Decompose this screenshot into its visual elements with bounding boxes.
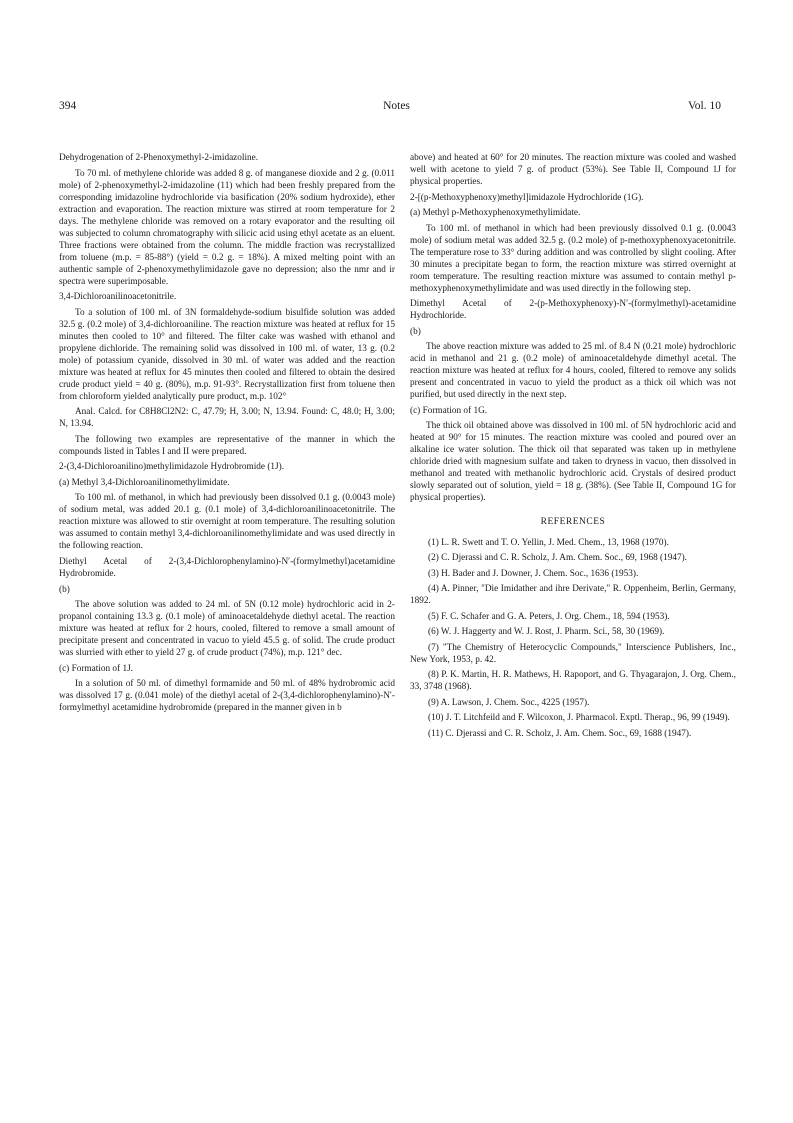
body-paragraph: In a solution of 50 ml. of dimethyl formamide and 50 ml. of 48% hydrobromic acid was dissolved 17 g. (0.041 mole) of the diethyl acetal of 2-(3,4-dichlorophenylamino)-N′-formylmethyl acetamidine hydrobromide (prepared in the manner given in b (59, 679, 395, 714)
reference-item: (2) C. Djerassi and C. R. Scholz, J. Am. Chem. Soc., 69, 1968 (1947). (428, 553, 687, 564)
reference-item: (1) L. R. Swett and T. O. Yellin, J. Med. Chem., 13, 1968 (1970). (428, 537, 669, 548)
left-column (59, 152, 395, 718)
volume-label: Vol. 10 (687, 100, 721, 112)
section-heading: (a) Methyl 3,4-Dichloroanilinomethylimidate. (59, 477, 230, 488)
section-heading: Dimethyl Acetal of 2-(p-Methoxyphenoxy)-N′-(formylmethyl)-acetamidine Hydrochloride. (410, 299, 736, 322)
section-heading: 2-(3,4-Dichloroanilino)methylimidazole Hydrobromide (1J). (59, 462, 285, 473)
references-list (410, 537, 736, 740)
body-paragraph: above) and heated at 60° for 20 minutes. The reaction mixture was cooled and washed well with acetone to yield 7 g. of product (53%). See Table II, Compound 1J for physical properties. (410, 153, 736, 188)
body-paragraph: Anal. Calcd. for C8H8Cl2N2: C, 47.79; H, 3.00; N, 13.94. Found: C, 48.0; H, 3.00; N, 13.94. (59, 407, 395, 430)
reference-item: (8) P. K. Martin, H. R. Mathews, H. Rapoport, and G. Thyagarajon, J. Org. Chem., 33, 3748 (1968). (410, 670, 736, 693)
reference-item: (9) A. Lawson, J. Chem. Soc., 4225 (1957). (428, 697, 590, 708)
section-heading: (c) Formation of 1G. (410, 405, 488, 416)
references-title: REFERENCES (540, 517, 606, 528)
body-paragraph: To a solution of 100 ml. of 3N formaldehyde-sodium bisulfide solution was added 32.5 g. (0.2 mole) of 3,4-dichloroaniline. The reaction mixture was heated at reflux for 15 minutes then cooled to 10° and filtered. The filter cake was washed with ethanol and propylene dichloride. The remaining solid was dissolved in 100 ml. of water, 13 g. (0.2 mole) of potassium cyanide, dissolved in 30 ml. of water was added and the reaction mixture was heated at reflux for 45 minutes then cooled and filtered to obtain the desired crude product yield = 40 g. (80%), m.p. 91-93°. Recrystallization first from toluene then from chloroform yielded analytically pure product, m.p. 102° (59, 307, 395, 402)
section-heading: Dehydrogenation of 2-Phenoxymethyl-2-imidazoline. (59, 153, 259, 163)
reference-item: (10) J. T. Litchfeild and F. Wilcoxon, J. Pharmacol. Exptl. Therap., 96, 99 (1949). (428, 713, 730, 724)
reference-item: (11) C. Djerassi and C. R. Scholz, J. Am. Chem. Soc., 69, 1688 (1947). (428, 728, 692, 739)
body-paragraph: The thick oil obtained above was dissolved in 100 ml. of 5N hydrochloric acid and heated at 90° for 15 minutes. The reaction mixture was cooled and poured over an alkaline ice water solution. The thick oil that separated was taken up in methylene chloride dried with magnesium sulfate and taken to dryness in vacuo, then dissolved in methanol and treated with methanolic hydrochloric acid. Crystals of desired product slowly separated out of solution, yield = 18 g. (38%). (See Table II, Compound 1G for physical properties). (410, 421, 736, 504)
reference-item: (6) W. J. Haggerty and W. J. Rost, J. Pharm. Sci., 58, 30 (1969). (428, 627, 665, 638)
running-head: Notes (383, 100, 410, 112)
reference-item: (3) H. Bader and J. Downer, J. Chem. Soc., 1636 (1953). (428, 568, 639, 579)
reference-item: (5) F. C. Schafer and G. A. Peters, J. Org. Chem., 18, 594 (1953). (428, 611, 670, 622)
section-heading: 3,4-Dichloroanilinoacetonitrile. (59, 292, 177, 303)
page-number: 394 (59, 100, 77, 112)
section-heading: 2-[(p-Methoxyphenoxy)methyl]imidazole Hydrochloride (1G). (410, 192, 644, 203)
body-paragraph: To 70 ml. of methylene chloride was added 8 g. of manganese dioxide and 2 g. (0.011 mole) of 2-phenoxymethyl-2-imidazoline (11) which had been freshly prepared from the corresponding imidazoline hydrochloride via basification (20% sodium hydroxide), ether extraction and evaporation. The reaction mixture was stirred at room temperature for 2 days. The methylene chloride was removed on a rotary evaporator and the resulting oil was subjected to column chromatography with silicic acid using ethyl acetate as an eluent. Three fractions were obtained from the column. The middle fraction was recrystallized from toluene (m.p. = 85-88°) (yield = 0.2 g. = 18%). A mixed melting point with an authentic sample of 2-phenoxymethylimidazole gave no depression; also the nmr and ir spectra were superimposable. (59, 168, 395, 287)
section-heading: (b) (410, 326, 421, 337)
body-paragraph: The above reaction mixture was added to 25 ml. of 8.4 N (0.21 mole) hydrochloric acid in methanol and 21 g. (0.2 mole) of aminoacetaldehyde dimethyl acetal. The reaction mixture was heated at reflux for 4 hours, cooled, filtered to remove any solids present and concentrated in vacuo to yield the product as a thick oil which was not purified, but used directly in the next step. (410, 342, 736, 401)
right-column-body (410, 152, 736, 504)
body-paragraph: The following two examples are representative of the manner in which the compounds listed in Tables I and II were prepared. (59, 434, 395, 457)
section-heading: (c) Formation of 1J. (59, 663, 133, 674)
reference-item: (4) A. Pinner, "Die Imidather and ihre Derivate," R. Oppenheim, Berlin, Germany, 1892. (410, 584, 736, 607)
body-paragraph: To 100 ml. of methanol in which had been previously dissolved 0.1 g. (0.0043 mole) of sodium metal was added 32.5 g. (0.2 mole) of p-methoxyphenoxyacetonitrile. The temperature rose to 33° during addition and was controlled by slight cooling. After 30 minutes a precipitate began to form, the reaction mixture was stirred overnight at room temperature. The resulting reaction mixture was assumed to contain methyl p-methoxyphenoxymethylimidate and was used directly in the following step. (410, 223, 736, 294)
section-heading: (b) (59, 584, 70, 595)
body-paragraph: To 100 ml. of methanol, in which had previously been dissolved 0.1 g. (0.0043 mole) of sodium metal, was added 20.1 g. (0.1 mole) of 3,4-dichloroanilinoacetonitrile. The reaction mixture was allowed to stir overnight at room temperature. The resulting solution was assumed to contain methyl 3,4-dichloroanilinomethylimidate and was used directly in the following reaction. (59, 493, 395, 552)
right-column (410, 152, 736, 743)
section-heading: (a) Methyl p-Methoxyphenoxymethylimidate. (410, 208, 581, 219)
body-paragraph: The above solution was added to 24 ml. of 5N (0.12 mole) hydrochloric acid in 2-propanol containing 13.3 g. (0.1 mole) of aminoacetaldehyde diethyl acetal. The reaction mixture was heated at reflux for 2 hours, cooled, filtered to remove a small amount of precipitate present and concentrated in vacuo to yield 45.5 g. of solid. The crude product was slurried with ether to yield 27 g. of crude product (74%), m.p. 121° dec. (59, 600, 395, 659)
reference-item: (7) "The Chemistry of Heterocyclic Compounds," Interscience Publishers, Inc., New York, 1953, p. 42. (410, 642, 736, 665)
section-heading: Diethyl Acetal of 2-(3,4-Dichlorophenylamino)-N′-(formylmethyl)acetamidine Hydrobromide. (59, 556, 395, 579)
